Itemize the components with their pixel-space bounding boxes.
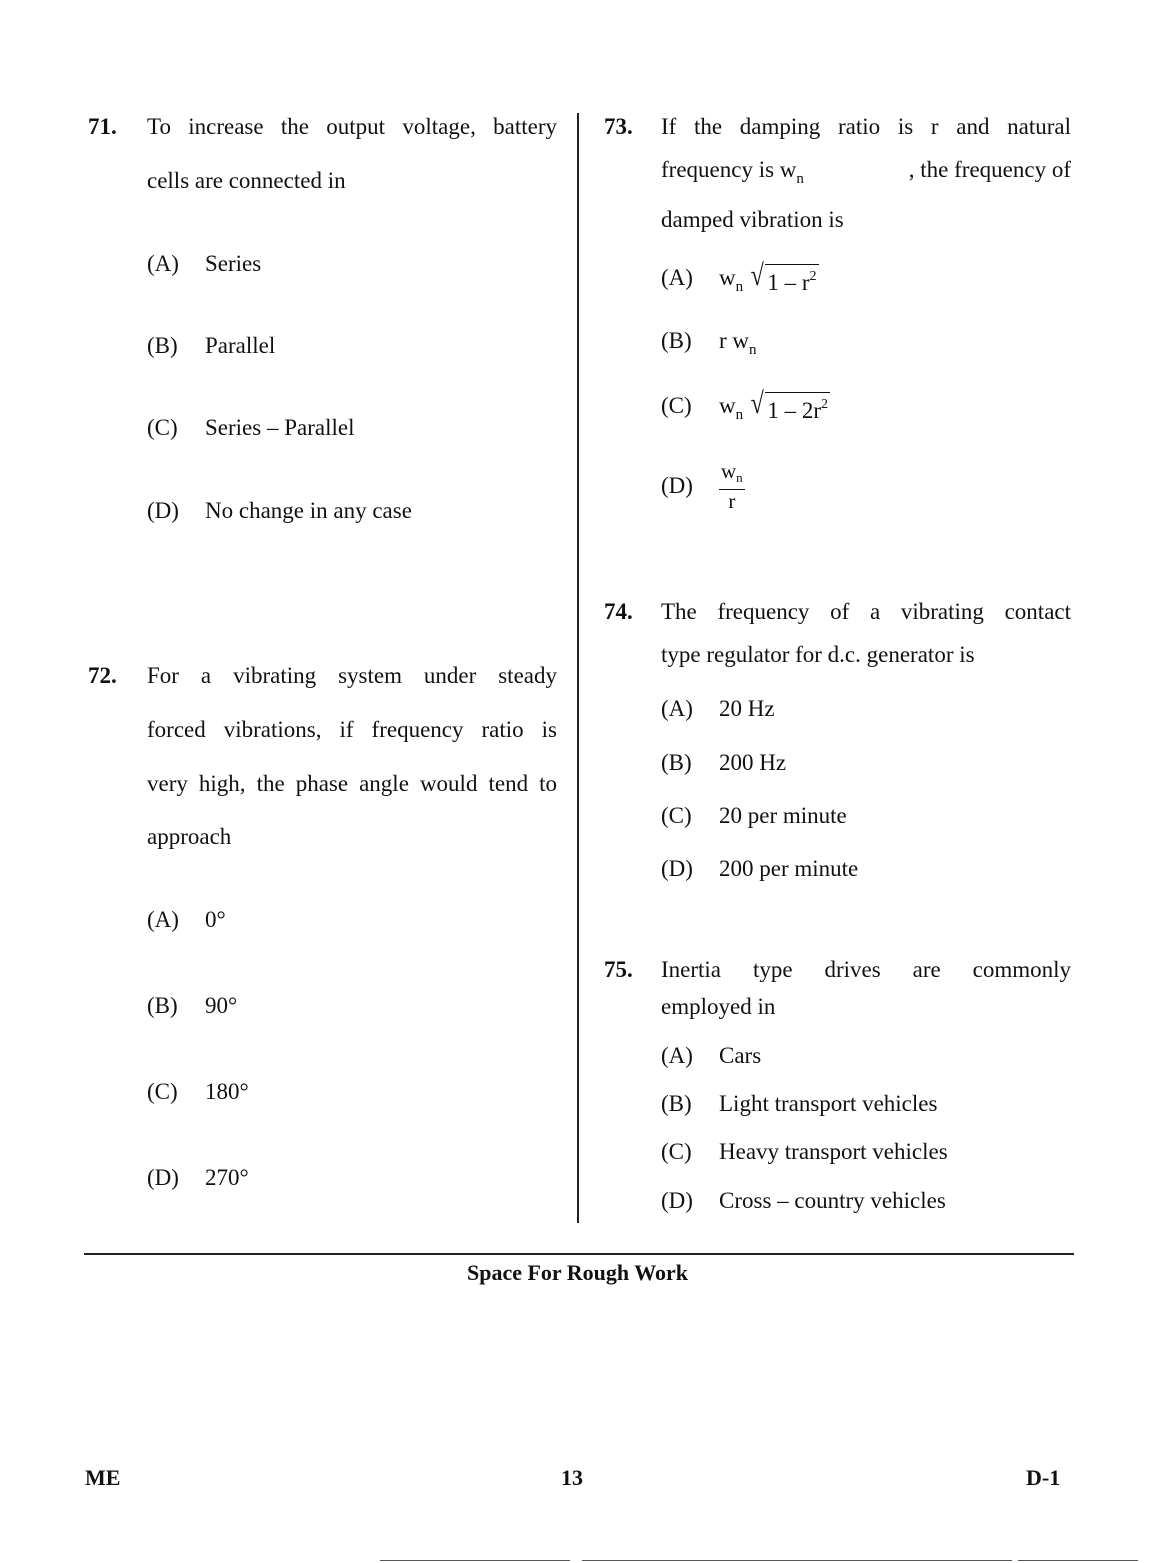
- question-number: 73.: [604, 114, 633, 139]
- option-c[interactable]: [661, 387, 830, 424]
- option-a[interactable]: [661, 1043, 761, 1069]
- question-text-line: damped vibration is: [661, 207, 844, 232]
- question-number: 74.: [604, 599, 633, 624]
- text-fragment: , the frequency of: [908, 157, 1071, 182]
- footer-booklet-code: D-1: [1026, 1465, 1061, 1490]
- option-label: (D): [147, 498, 179, 523]
- option-label: (B): [147, 333, 178, 358]
- option-b[interactable]: [661, 328, 757, 359]
- option-a[interactable]: [661, 696, 775, 722]
- option-text: Series: [205, 251, 262, 276]
- question-number: 72.: [88, 663, 117, 688]
- option-b[interactable]: [661, 1091, 937, 1117]
- question-text-line: cells are connected in: [147, 168, 346, 193]
- square-root: √ $1 - 2r^2$: [750, 387, 829, 423]
- scan-artifact-line: [1018, 1560, 1138, 1561]
- option-label: (C): [661, 803, 692, 828]
- square-root: √ $1 - r^2$: [750, 259, 817, 295]
- option-a[interactable]: [661, 259, 819, 296]
- option-text: 90°: [205, 993, 238, 1018]
- option-label: (C): [147, 415, 178, 440]
- option-label: (D): [147, 1165, 179, 1190]
- option-d[interactable]: [147, 1165, 249, 1191]
- option-text: Light transport vehicles: [719, 1091, 938, 1116]
- option-b[interactable]: [147, 993, 237, 1019]
- option-text: Heavy transport vehicles: [719, 1139, 948, 1164]
- option-label: (D): [661, 1188, 693, 1213]
- scan-artifact-line: [380, 1560, 570, 1561]
- option-label: (A): [661, 1043, 693, 1068]
- option-label: (C): [661, 1139, 692, 1164]
- option-label: (A): [661, 265, 693, 290]
- question-text-line: To increase the output voltage, battery: [147, 114, 557, 139]
- question-number: 71.: [88, 114, 117, 139]
- option-label: (C): [147, 1079, 178, 1104]
- option-text: 200 Hz: [719, 750, 787, 775]
- rough-work-rule: [84, 1253, 1074, 1255]
- option-a[interactable]: [147, 251, 261, 277]
- option-b[interactable]: [147, 333, 275, 359]
- question-number: 75.: [604, 957, 633, 982]
- formula: $w_n$ √ $1 - r^2$: [719, 259, 817, 295]
- scan-artifact-line: [582, 1560, 1012, 1561]
- question-text-line: employed in: [661, 994, 776, 1019]
- option-d[interactable]: [661, 856, 858, 882]
- option-label: (D): [661, 856, 693, 881]
- question-text-line: The frequency of a vibrating contact: [661, 599, 1071, 624]
- option-label: (B): [661, 750, 692, 775]
- option-a[interactable]: [147, 907, 226, 933]
- question-text-line: [661, 157, 1071, 188]
- question-text-line: type regulator for d.c. generator is: [661, 642, 975, 667]
- option-c[interactable]: [147, 415, 354, 441]
- option-c[interactable]: [661, 803, 847, 829]
- option-text: 0°: [205, 907, 226, 932]
- formula: $w_n$ √ $1 - 2r^2$: [719, 387, 829, 423]
- option-text: 20 Hz: [719, 696, 775, 721]
- option-text: 20 per minute: [719, 803, 847, 828]
- fraction: $\frac{w_n}{r}$: [721, 459, 743, 513]
- option-label: (B): [661, 1091, 692, 1116]
- question-text-line: very high, the phase angle would tend to: [147, 771, 557, 796]
- option-b[interactable]: [661, 750, 786, 776]
- formula: r $w_n$: [719, 328, 757, 358]
- option-text: No change in any case: [205, 498, 412, 523]
- footer-page-number: 13: [561, 1465, 583, 1490]
- option-label: (A): [147, 907, 179, 932]
- option-text: Series – Parallel: [205, 415, 355, 440]
- option-label: (C): [661, 393, 692, 418]
- option-label: (D): [661, 473, 693, 498]
- question-text-line: Inertia type drives are commonly: [661, 957, 1071, 982]
- rough-work-caption: Space For Rough Work: [466, 1260, 689, 1285]
- option-text: 200 per minute: [719, 856, 859, 881]
- question-text-line: For a vibrating system under steady: [147, 663, 557, 688]
- option-c[interactable]: [147, 1079, 249, 1105]
- option-text: 270°: [205, 1165, 249, 1190]
- option-label: (A): [661, 696, 693, 721]
- option-text: Parallel: [205, 333, 276, 358]
- text-fragment: frequency is $w_n$: [661, 157, 804, 187]
- option-text: 180°: [205, 1079, 249, 1104]
- question-text-line: approach: [147, 824, 232, 849]
- option-d[interactable]: [147, 498, 412, 524]
- option-text: Cars: [719, 1043, 762, 1068]
- option-d[interactable]: [661, 1188, 946, 1214]
- option-label: (A): [147, 251, 179, 276]
- option-label: (B): [147, 993, 178, 1018]
- column-divider: [577, 113, 579, 1223]
- question-text-line: forced vibrations, if frequency ratio is: [147, 717, 557, 742]
- option-label: (B): [661, 328, 692, 353]
- option-c[interactable]: [661, 1139, 948, 1165]
- question-text-line: If the damping ratio is r and natural: [661, 114, 1071, 139]
- option-d[interactable]: [661, 460, 745, 512]
- footer-subject-code: ME: [85, 1465, 121, 1490]
- option-text: Cross – country vehicles: [719, 1188, 946, 1213]
